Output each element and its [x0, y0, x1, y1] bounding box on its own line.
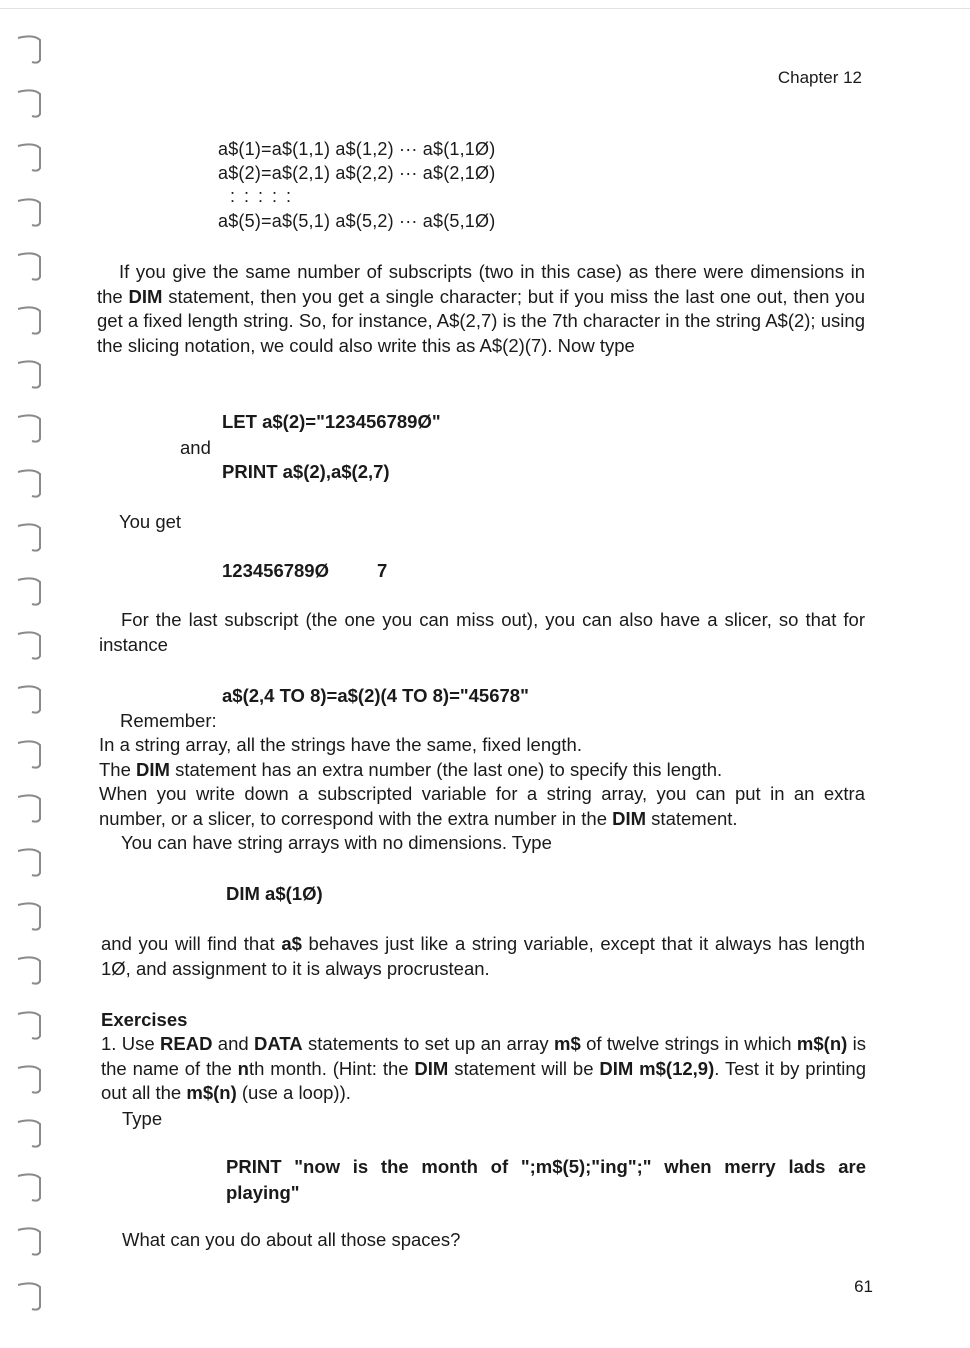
binding-ring [14, 138, 46, 178]
binding-ring [14, 247, 46, 287]
text-type: Type [122, 1108, 163, 1129]
binding-ring [14, 84, 46, 124]
code-dim: DIM a$(1Ø) [226, 883, 323, 904]
binding-ring [14, 30, 46, 70]
binding-ring [14, 301, 46, 341]
binding-ring [14, 1168, 46, 1208]
binding-ring [14, 409, 46, 449]
matrix-row-2: a$(2)=a$(2,1) a$(2,2) ··· a$(2,1Ø) [218, 163, 496, 183]
binding-ring [14, 1277, 46, 1317]
output-value-2: 7 [377, 560, 388, 581]
page-number: 61 [854, 1277, 873, 1296]
paragraph-slicer: For the last subscript (the one you can miss out), you can also have a slicer, so that for instance [99, 609, 865, 655]
code-slicer: a$(2,4 TO 8)=a$(2)(4 TO 8)="45678" [222, 685, 529, 706]
spiral-binding [14, 0, 54, 1348]
binding-ring [14, 789, 46, 829]
binding-ring [14, 518, 46, 558]
binding-ring [14, 464, 46, 504]
question-spaces: What can you do about all those spaces? [122, 1229, 461, 1250]
binding-ring [14, 626, 46, 666]
text-and: and [180, 437, 211, 458]
remember-line-2: The DIM statement has an extra number (the last one) to specify this length. [99, 758, 723, 780]
remember-list [99, 733, 865, 856]
binding-ring [14, 951, 46, 991]
binding-ring [14, 1222, 46, 1262]
binding-ring [14, 897, 46, 937]
chapter-header: Chapter 12 [777, 68, 862, 87]
binding-ring [14, 193, 46, 233]
matrix-ellipsis: : : : : : [230, 186, 294, 206]
matrix-row-5: a$(5)=a$(5,1) a$(5,2) ··· a$(5,1Ø) [218, 211, 496, 231]
binding-ring [14, 1060, 46, 1100]
remember-title: Remember: [120, 710, 217, 731]
paragraph-subscripts: If you give the same number of subscripts (two in this case) as there were dimensions in the DIM statement, then you get a single character; but if you miss the last one out, then you get a fixed length string. So, for instance, A$(2,7) is the 7th character in the string A$(2); using the slicing notation, we could also write this as A$(2)(7). Now type [97, 261, 866, 356]
page-top-edge [0, 8, 970, 9]
remember-line-3: When you write down a subscripted variable for a string array, you can put in an extra number, or a slicer, to correspond with the extra number in the DIM statement. [99, 783, 865, 829]
output-value-1: 123456789Ø [222, 560, 329, 581]
text-you-get: You get [119, 511, 182, 532]
binding-ring [14, 680, 46, 720]
remember-line-4: You can have string arrays with no dimensions. Type [121, 832, 552, 853]
paragraph-procrustean: and you will find that a$ behaves just like a string variable, except that it always has length 1Ø, and assignment to it is always procrustean. [101, 933, 865, 979]
binding-ring [14, 1114, 46, 1154]
exercise-1: 1. Use READ and DATA statements to set up an array m$ of twelve strings in which m$(n) is the name of the nth month. (Hint: the DIM statement will be DIM m$(12,9). Test it by printing out all the m$(n) (use a loop)). [101, 1033, 867, 1103]
binding-ring [14, 843, 46, 883]
code-print: PRINT a$(2),a$(2,7) [222, 461, 390, 482]
binding-ring [14, 1006, 46, 1046]
matrix-row-1: a$(1)=a$(1,1) a$(1,2) ··· a$(1,1Ø) [218, 139, 496, 159]
code-print-month: PRINT "now is the month of ";m$(5);"ing";" when merry lads are playing" [226, 1156, 866, 1203]
code-let: LET a$(2)="123456789Ø" [222, 411, 441, 432]
binding-ring [14, 572, 46, 612]
exercises-heading: Exercises [101, 1009, 188, 1030]
remember-line-1: In a string array, all the strings have the same, fixed length. [99, 734, 582, 755]
binding-ring [14, 355, 46, 395]
binding-ring [14, 735, 46, 775]
